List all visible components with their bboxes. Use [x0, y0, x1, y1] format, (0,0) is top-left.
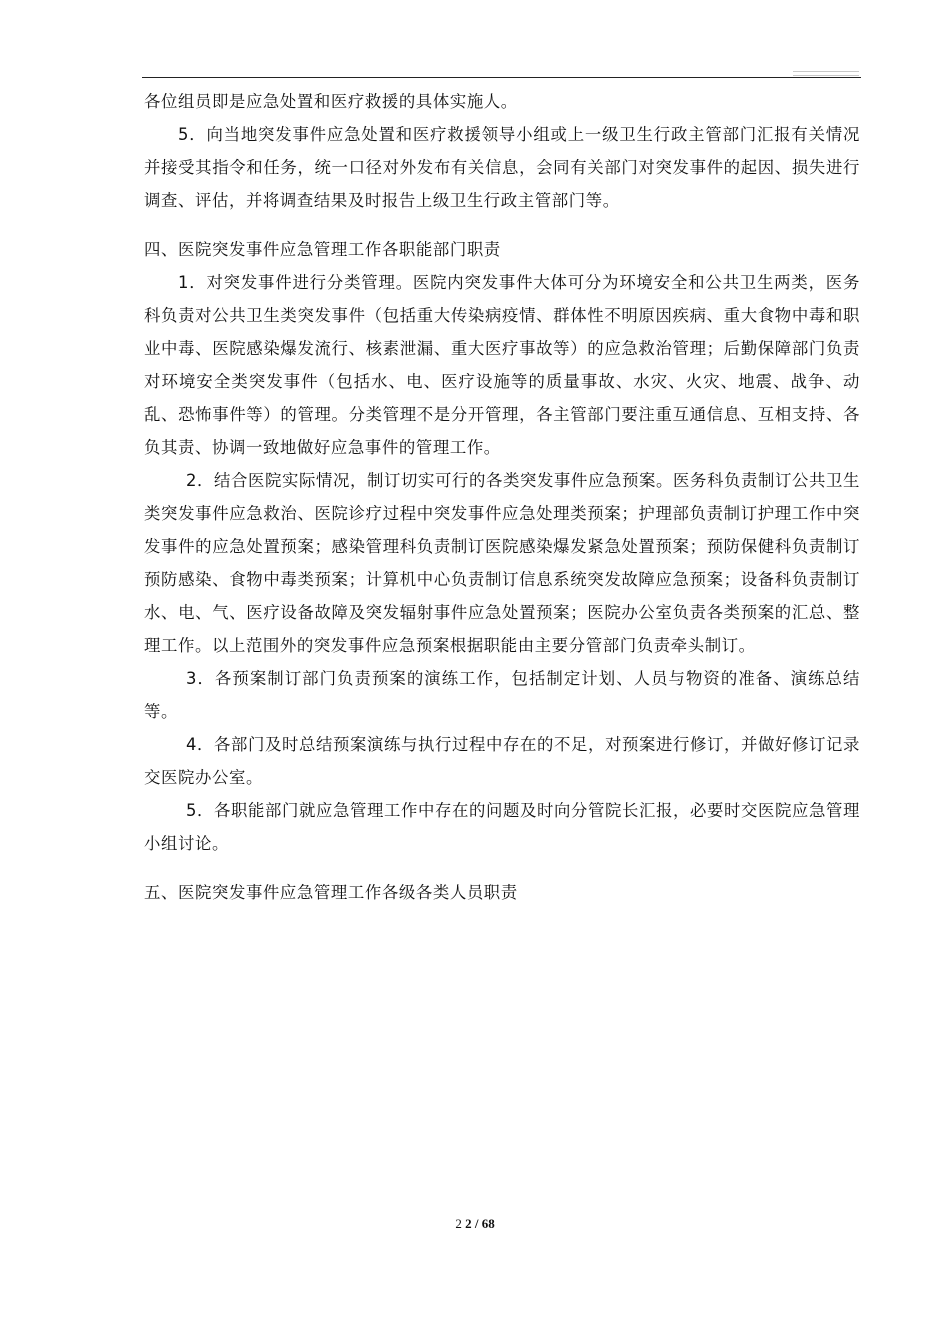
page-separator: /: [474, 1216, 479, 1231]
page-total: 68: [481, 1216, 495, 1231]
paragraph: 2．结合医院实际情况，制订切实可行的各类突发事件应急预案。医务科负责制订公共卫生类突发事件应急救治、医院诊疗过程中突发事件应急处理类预案；护理部负责制订护理工作中突发事件的应急处置预案；感染管理科负责制订医院感染爆发紧急处置预案；预防保健科负责制订预防感染、食物中毒类预案；计算机中心负责制订信息系统突发故障应急预案；设备科负责制订水、电、气、医疗设备故障及突发辐射事件应急处置预案；医院办公室负责各类预案的汇总、整理工作。以上范围外的突发事件应急预案根据职能由主要分管部门负责牵头制订。: [144, 471, 860, 655]
page-number: [0, 1216, 950, 1232]
paragraph: 各位组员即是应急处置和医疗救援的具体实施人。: [144, 92, 518, 111]
paragraph: 1．对突发事件进行分类管理。医院内突发事件大体可分为环境安全和公共卫生两类，医务科负责对公共卫生类突发事件（包括重大传染病疫情、群体性不明原因疾病、重大食物中毒和职业中毒、医院感染爆发流行、核素泄漏、重大医疗事故等）的应急救治管理；后勤保障部门负责对环境安全类突发事件（包括水、电、医疗设施等的质量事故、水灾、火灾、地震、战争、动乱、恐怖事件等）的管理。分类管理不是分开管理，各主管部门要注重互通信息、互相支持、各负其责、协调一致地做好应急事件的管理工作。: [144, 273, 860, 457]
page-prefix: 2: [455, 1216, 462, 1231]
paragraph: 3．各预案制订部门负责预案的演练工作，包括制定计划、人员与物资的准备、演练总结等。: [144, 669, 860, 721]
document-body: [144, 85, 860, 909]
section-heading: 四、医院突发事件应急管理工作各职能部门职责: [144, 240, 501, 259]
spacer: [144, 860, 860, 876]
paragraph: 5．各职能部门就应急管理工作中存在的问题及时向分管院长汇报，必要时交医院应急管理小组讨论。: [144, 801, 860, 853]
header-decoration: [793, 71, 859, 76]
paragraph: 4．各部门及时总结预案演练与执行过程中存在的不足，对预案进行修订，并做好修订记录交医院办公室。: [144, 735, 860, 787]
spacer: [144, 217, 860, 233]
paragraph: 5．向当地突发事件应急处置和医疗救援领导小组或上一级卫生行政主管部门汇报有关情况并接受其指令和任务，统一口径对外发布有关信息，会同有关部门对突发事件的起因、损失进行调查、评估，并将调查结果及时报告上级卫生行政主管部门等。: [144, 125, 860, 210]
header-rule: [142, 77, 861, 78]
page-current: 2: [465, 1216, 472, 1231]
section-heading: 五、医院突发事件应急管理工作各级各类人员职责: [144, 883, 518, 902]
